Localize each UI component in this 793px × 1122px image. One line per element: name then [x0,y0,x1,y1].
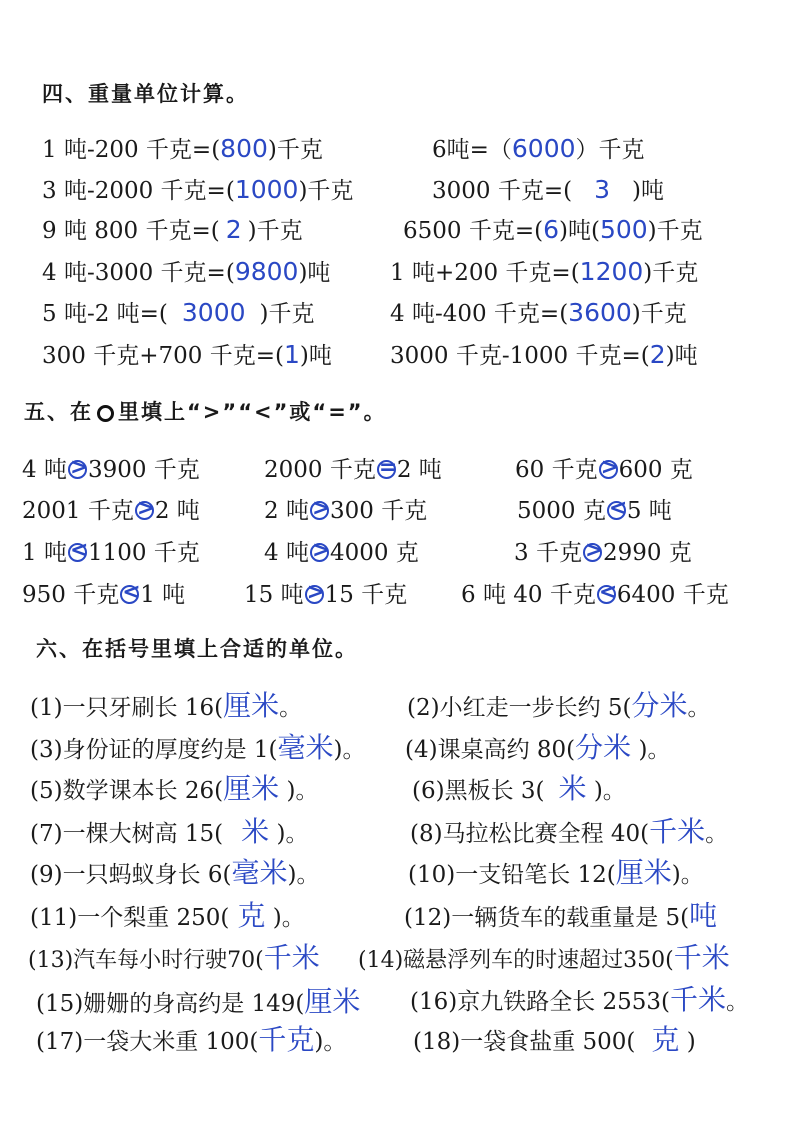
answer: 1 [283,340,300,369]
unit-item-18: (18)一袋食盐重 500( 克 ) [413,1023,696,1056]
unit-item-3: (3)身份证的厚度约是 1(毫米)。 [30,731,366,764]
answer: 3 [594,175,610,204]
calc-item-11: 300 千克+700 千克=(1)吨 [42,340,332,369]
compare-item-12: 6 吨 40 千克 < 6400 千克 [461,580,729,608]
calc-item-9: 5 吨-2 吨=( 3000 )千克 [42,298,315,327]
unit-item-2: (2)小红走一步长约 5(分米。 [407,689,711,722]
unit-item-1: (1)一只牙刷长 16(厘米。 [30,689,303,722]
unit-item-5: (5)数学课本长 26(厘米 )。 [30,772,319,805]
calc-item-7: 4 吨-3000 千克=(9800)吨 [42,257,331,286]
calc-item-3: 3 吨-2000 千克=(1000)千克 [42,175,354,204]
unit-item-8: (8)马拉松比赛全程 40(千米。 [410,815,729,848]
calc-item-10: 4 吨-400 千克=(3600)千克 [390,298,687,327]
calc-item-8: 1 吨+200 千克=(1200)千克 [390,257,699,286]
unit-item-16: (16)京九铁路全长 2553(千米。 [410,983,750,1016]
unit-item-6: (6)黑板长 3( 米 )。 [412,772,626,805]
compare-circle: > [311,538,331,563]
compare-circle: = [378,455,398,480]
compare-circle: < [122,580,141,605]
unit-item-10: (10)一支铅笔长 12(厘米)。 [408,856,704,889]
compare-circle: > [136,496,156,521]
compare-item-7: 1 吨 < 1100 千克 [22,538,200,566]
answer-2: 500 [599,215,648,244]
unit-item-4: (4)课桌高约 80(分米 )。 [405,731,671,764]
unit-item-12: (12)一辆货车的载重量是 5(吨 [404,899,718,932]
unit-item-9: (9)一只蚂蚁身长 6(毫米)。 [30,856,320,889]
section6-title: 六、在括号里填上合适的单位。 [36,637,358,661]
answer: 1200 [579,257,644,286]
compare-item-9: 3 千克 > 2990 克 [514,538,692,566]
compare-circle: > [584,538,604,563]
compare-circle: < [69,538,89,563]
answer: 2 [225,215,242,244]
compare-item-2: 2000 千克 = 2 吨 [264,455,442,483]
compare-circle: > [311,496,331,521]
unit-item-14: (14)磁悬浮列车的时速超过350(千米 [358,941,730,974]
compare-item-6: 5000 克 < 5 吨 [517,496,672,524]
answer: 6 [543,215,559,244]
answer: 1000 [234,175,299,204]
calc-item-2: 6吨=（6000）千克 [432,134,645,163]
compare-circle: > [600,455,620,480]
calc-item-4: 3000 千克=( 3 )吨 [432,175,664,204]
compare-item-10: 950 千克 < 1 吨 [22,580,186,608]
unit-item-15: (15)姗姗的身高约是 149(厘米 [36,985,361,1018]
compare-circle: > [306,580,326,605]
compare-item-5: 2 吨 > 300 千克 [264,496,428,524]
calc-item-5: 9 吨 800 千克=( 2 )千克 [42,215,303,244]
compare-circle: > [69,455,89,480]
compare-circle: < [598,580,618,605]
unit-item-13: (13)汽车每小时行驶70(千米 [28,941,320,974]
section4-title: 四、重量单位计算。 [42,82,249,106]
unit-item-7: (7)一棵大树高 15( 米 )。 [30,815,309,848]
compare-circle: < [608,496,628,521]
compare-item-4: 2001 千克 > 2 吨 [22,496,200,524]
unit-item-11: (11)一个梨重 250( 克 )。 [30,899,305,932]
calc-item-6: 6500 千克=(6)吨(500)千克 [403,215,703,244]
section5-title: 五、在 里填上“>”“<”或“=”。 [24,400,387,424]
compare-item-8: 4 吨 > 4000 克 [264,538,419,566]
calc-item-12: 3000 千克-1000 千克=(2)吨 [390,340,698,369]
compare-item-11: 15 吨 > 15 千克 [244,580,408,608]
unit-item-17: (17)一袋大米重 100(千克)。 [36,1023,347,1056]
answer: 9800 [234,257,299,286]
compare-item-3: 60 千克 > 600 克 [515,455,693,483]
answer: 3000 [181,298,246,327]
answer: 3600 [568,298,632,327]
answer: 800 [220,134,268,163]
answer: 6000 [511,134,576,163]
answer: 2 [649,340,666,369]
compare-item-1: 4 吨 > 3900 千克 [22,455,200,483]
circle-icon [97,405,114,422]
calc-item-1: 1 吨-200 千克=(800)千克 [42,134,323,163]
